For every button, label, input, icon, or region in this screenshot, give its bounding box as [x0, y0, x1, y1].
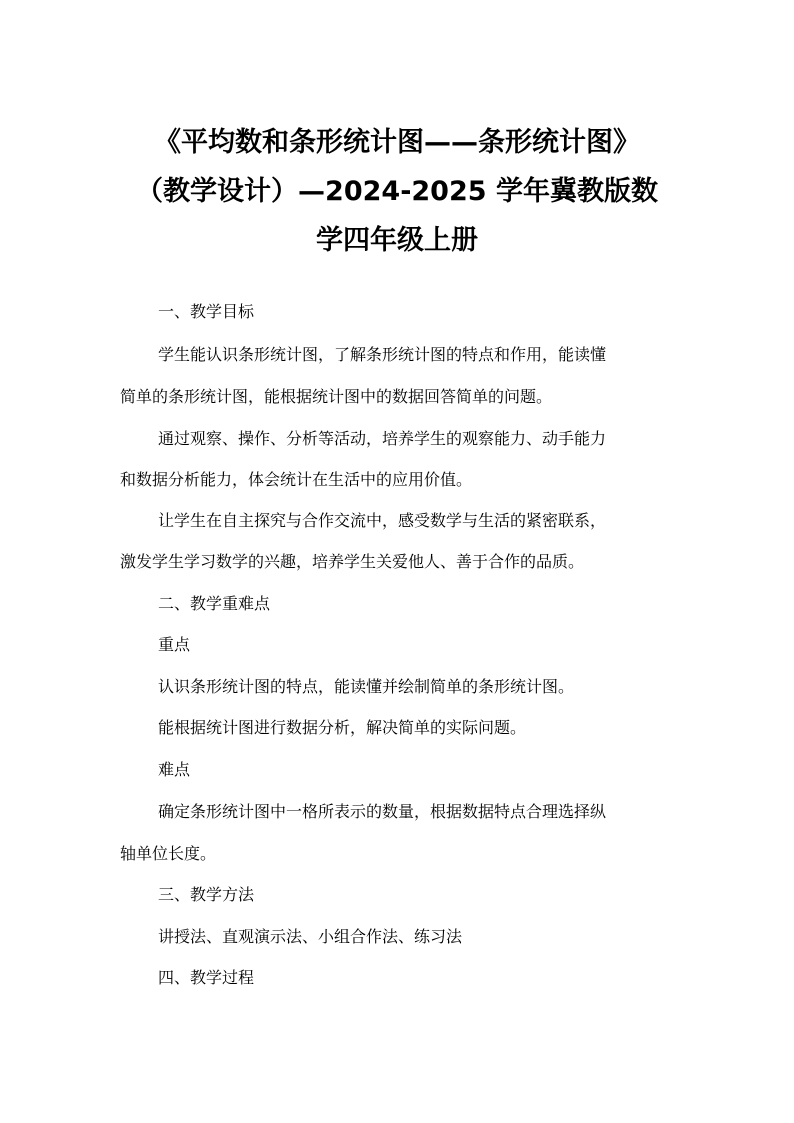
section-heading-teaching-process: 四、教学过程: [158, 968, 255, 987]
label-key-points: 重点: [158, 635, 191, 654]
paragraph-goal-3-line-2: 激发学生学习数学的兴趣，培养学生关爱他人、善于合作的品质。: [120, 552, 585, 571]
section-heading-teaching-methods: 三、教学方法: [158, 885, 255, 904]
paragraph-goal-1-line-1: 学生能认识条形统计图，了解条形统计图的特点和作用，能读懂: [158, 345, 607, 364]
paragraph-key-point-1: 认识条形统计图的特点，能读懂并绘制简单的条形统计图。: [158, 677, 575, 696]
document-title-line-3: 学四年级上册: [316, 225, 478, 256]
section-heading-key-difficult-points: 二、教学重难点: [158, 594, 271, 613]
paragraph-goal-2-line-1: 通过观察、操作、分析等活动，培养学生的观察能力、动手能力: [158, 429, 607, 448]
paragraph-goal-3-line-1: 让学生在自主探究与合作交流中，感受数学与生活的紧密联系，: [158, 511, 607, 530]
paragraph-goal-2-line-2: 和数据分析能力，体会统计在生活中的应用价值。: [120, 470, 473, 489]
paragraph-goal-1-line-2: 简单的条形统计图，能根据统计图中的数据回答简单的问题。: [120, 387, 553, 406]
paragraph-key-point-2: 能根据统计图进行数据分析，解决简单的实际问题。: [158, 718, 527, 737]
paragraph-difficult-point-line-1: 确定条形统计图中一格所表示的数量，根据数据特点合理选择纵: [158, 802, 607, 821]
paragraph-teaching-methods: 讲授法、直观演示法、小组合作法、练习法: [158, 927, 463, 946]
label-difficult-points: 难点: [158, 760, 191, 779]
document-title-line-2: （教学设计）—2024-2025 学年冀教版数: [136, 176, 658, 207]
document-title-line-1: 《平均数和条形统计图——条形统计图》: [154, 127, 640, 158]
section-heading-teaching-goals: 一、教学目标: [158, 302, 255, 321]
paragraph-difficult-point-line-2: 轴单位长度。: [120, 844, 217, 863]
